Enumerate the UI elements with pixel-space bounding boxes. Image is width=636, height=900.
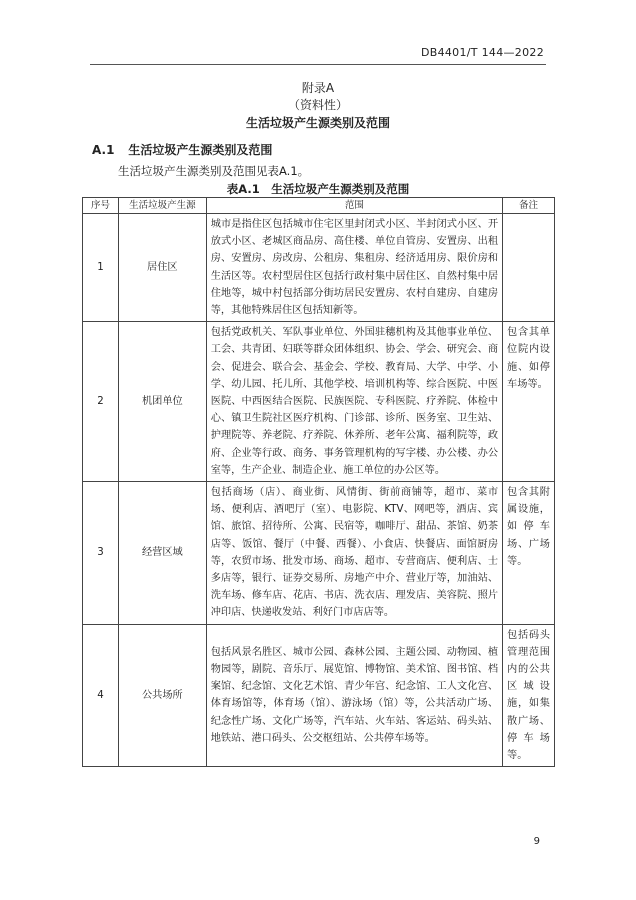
section-number: A.1 xyxy=(92,143,115,157)
row-number: 2 xyxy=(83,322,119,482)
page-number: 9 xyxy=(533,836,540,847)
header-rule xyxy=(90,64,546,65)
row-number: 4 xyxy=(83,624,119,767)
section-title: 生活垃圾产生源类别及范围 xyxy=(128,143,273,157)
table-header-row xyxy=(83,198,555,214)
row-source: 居住区 xyxy=(118,214,206,322)
header-scope: 范围 xyxy=(206,198,502,214)
row-source: 经营区域 xyxy=(118,482,206,625)
header-source: 生活垃圾产生源 xyxy=(118,198,206,214)
document-code: DB4401/T 144—2022 xyxy=(420,46,544,59)
table-row xyxy=(83,482,555,625)
table-row xyxy=(83,624,555,767)
row-note: 包含其附属设施，如停车场、广场等。 xyxy=(503,482,555,625)
row-number: 3 xyxy=(83,482,119,625)
source-category-table xyxy=(82,197,555,767)
intro-paragraph: 生活垃圾产生源类别及范围见表A.1。 xyxy=(118,164,310,178)
table-row xyxy=(83,322,555,482)
row-scope: 包括风景名胜区、城市公园、森林公园、主题公园、动物园、植物园等，剧院、音乐厅、展览馆、博物馆、美术馆、图书馆、档案馆、纪念馆、文化艺术馆、青少年宫、纪念馆、工人文化宫、体育场馆等，体育场（馆）、游泳场（馆）等，公共活动广场、纪念性广场、文化广场等，汽车站、火车站、客运站、码头站、地铁站、港口码头、公交枢纽站、公共停车场等。 xyxy=(206,624,502,767)
row-source: 机团单位 xyxy=(118,322,206,482)
appendix-nature: （资料性） xyxy=(287,98,348,112)
row-scope: 城市是指住区包括城市住宅区里封闭式小区、半封闭式小区、开放式小区、老城区商品房、高住楼、单位自管房、安置房、出租房、安置房、房改房、公租房、集租房、经济适用房、限价房和生活区等。农村型居住区包括行政村集中居住区、自然村集中居住地等，城中村包括部分街坊居民安置房、农村自建房、自建房等，其他特殊居住区包括知新等。 xyxy=(206,214,502,322)
table-caption: 表A.1 生活垃圾产生源类别及范围 xyxy=(226,182,410,196)
appendix-label: 附录A xyxy=(301,81,335,95)
row-source: 公共场所 xyxy=(118,624,206,767)
header-note: 备注 xyxy=(503,198,555,214)
row-note: 包括码头管理范围内的公共区域设施，如集散广场、停车场等。 xyxy=(503,624,555,767)
header-no: 序号 xyxy=(83,198,119,214)
row-note xyxy=(503,214,555,322)
row-note: 包含其单位院内设施、如停车场等。 xyxy=(503,322,555,482)
row-scope: 包括商场（店）、商业街、风情街、街前商铺等，超市、菜市场、便利店、酒吧厅（室）、电影院、KTV、网吧等，酒店、宾馆、旅馆、招待所、公寓、民宿等，咖啡厅、甜品、茶馆、奶茶店等、饭馆、餐厅（中餐、西餐）、小食店、快餐店、面馆厨房等，农贸市场、批发市场、商场、超市、专营商店、便利店、士多店等，银行、证券交易所、房地产中介、营业厅等，加油站、洗车场、修车店、花店、书店、洗衣店、理发店、美容院、照片冲印店、快递收发站、利好门市店店等。 xyxy=(206,482,502,625)
row-scope: 包括党政机关、军队事业单位、外国驻穗机构及其他事业单位、工会、共青团、妇联等群众团体组织、协会、学会、研究会、商会、促进会、联合会、基金会、学校、教育局、大学、中学、小学、幼儿园、托儿所、其他学校、培训机构等、综合医院、中医医院、中西医结合医院、民族医院、专科医院、疗养院、体检中心、镇卫生院社区医疗机构、门诊部、诊所、医务室、卫生站、护理院等、养老院、疗养院、休养所、老年公寓、福利院等，政府、企业等行政、商务、事务管理机构的写字楼、办公楼、办公室等，生产企业、制造企业、施工单位的办公区等。 xyxy=(206,322,502,482)
row-number: 1 xyxy=(83,214,119,322)
table-row xyxy=(83,214,555,322)
appendix-title: 生活垃圾产生源类别及范围 xyxy=(245,116,390,130)
section-heading xyxy=(92,141,272,158)
